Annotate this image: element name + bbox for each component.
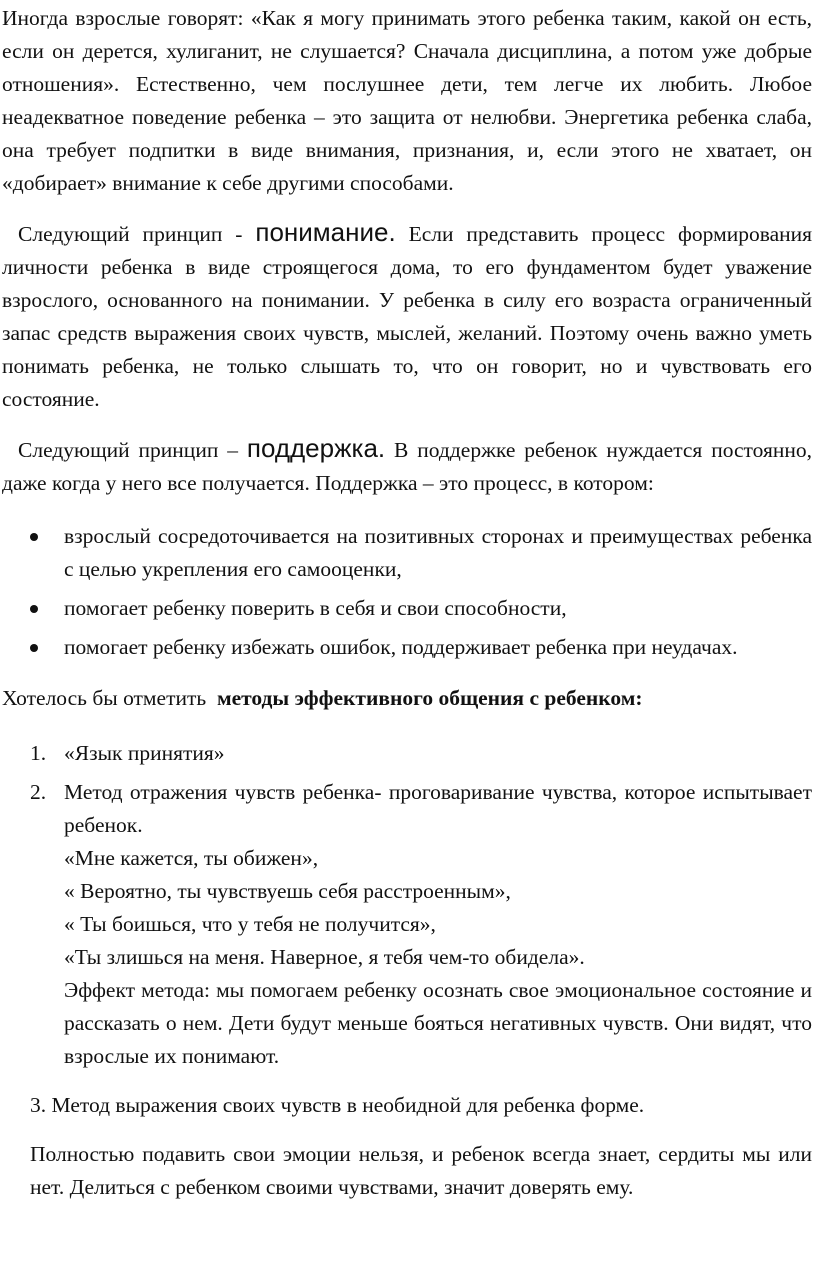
- example-phrase: «Мне кажется, ты обижен»,: [64, 846, 319, 870]
- list-item: [64, 631, 812, 664]
- bullet-text: помогает ребенку избежать ошибок, поддерживает ребенка при неудачах.: [64, 635, 738, 659]
- bullet-icon: [30, 533, 38, 541]
- example-phrase: «Ты злишься на меня. Наверное, я тебя чем-то обидела».: [64, 945, 585, 969]
- example-phrase: « Вероятно, ты чувствуешь себя расстроенным»,: [64, 879, 511, 903]
- methods-heading-bold: методы эффективного общения с ребенком:: [216, 686, 643, 710]
- principle-text: В поддержке ребенок нуждается постоянно, даже когда у него все получается. Поддержка – это процесс, в котором:: [2, 438, 813, 495]
- example-phrase: « Ты боишься, что у тебя не получится»,: [64, 912, 436, 936]
- bullet-text: помогает ребенку поверить в себя и свои способности,: [64, 596, 567, 620]
- methods-heading: [2, 682, 812, 715]
- method-item-1: [30, 737, 812, 770]
- paragraph-intro: Иногда взрослые говорят: «Как я могу принимать этого ребенка таким, какой он есть, если он дерется, хулиганит, не слушается? Сначала дисциплина, а потом уже добрые отношения». Естественно, чем послушнее дети, тем легче их любить. Любое неадекватное поведение ребенка – это защита от нелюбви. Энергетика ребенка слаба, она требует подпитки в виде внимания, признания, и, если этого не хватает, он «добирает» внимание к себе другими способами.: [2, 6, 812, 195]
- method-effect: Эффект метода: мы помогаем ребенку осознать свое эмоциональное состояние и рассказать о нем. Дети будут меньше бояться негативных чувств. Они видят, что взрослые их понимают.: [64, 978, 812, 1068]
- method-text: Метод отражения чувств ребенка- проговаривание чувства, которое испытывает ребенок.: [64, 780, 812, 837]
- support-bullet-list: [2, 520, 812, 664]
- principle-text: Если представить процесс формирования личности ребенка в виде строящегося дома, то его фундаментом будет уважение взрослого, основанного на понимании. У ребенка в силу его возраста ограниченный запас средств выражения своих чувств, мыслей, желаний. Поэтому очень важно уметь понимать ребенка, не только слышать то, что он говорит, но и чувствовать его состояние.: [2, 222, 813, 411]
- list-item: [64, 592, 812, 625]
- paragraph-understanding: [2, 216, 812, 416]
- method-item-3: 3. Метод выражения своих чувств в необидной для ребенка форме.: [30, 1093, 645, 1117]
- method-text: «Язык принятия»: [64, 741, 225, 765]
- bullet-icon: [30, 644, 38, 652]
- paragraph-support: [2, 432, 812, 500]
- method-number: 2.: [30, 780, 47, 804]
- methods-heading-lead: Хотелось бы отметить: [2, 686, 207, 710]
- principle-term-understanding: понимание.: [255, 217, 396, 247]
- paragraph-closing: Полностью подавить свои эмоции нельзя, и ребенок всегда знает, сердиты мы или нет. Делиться с ребенком своими чувствами, значит доверять ему.: [30, 1142, 812, 1199]
- principle-term-support: поддержка.: [246, 433, 386, 463]
- bullet-text: взрослый сосредоточивается на позитивных сторонах и преимуществах ребенка с целью укрепления его самооценки,: [64, 524, 812, 581]
- method-item-2: [30, 776, 812, 1073]
- list-item: [64, 520, 812, 586]
- methods-list: [2, 737, 812, 1073]
- principle-lead: Следующий принцип -: [18, 222, 243, 246]
- method-number: 1.: [30, 741, 47, 765]
- bullet-icon: [30, 605, 38, 613]
- principle-lead: Следующий принцип –: [18, 438, 238, 462]
